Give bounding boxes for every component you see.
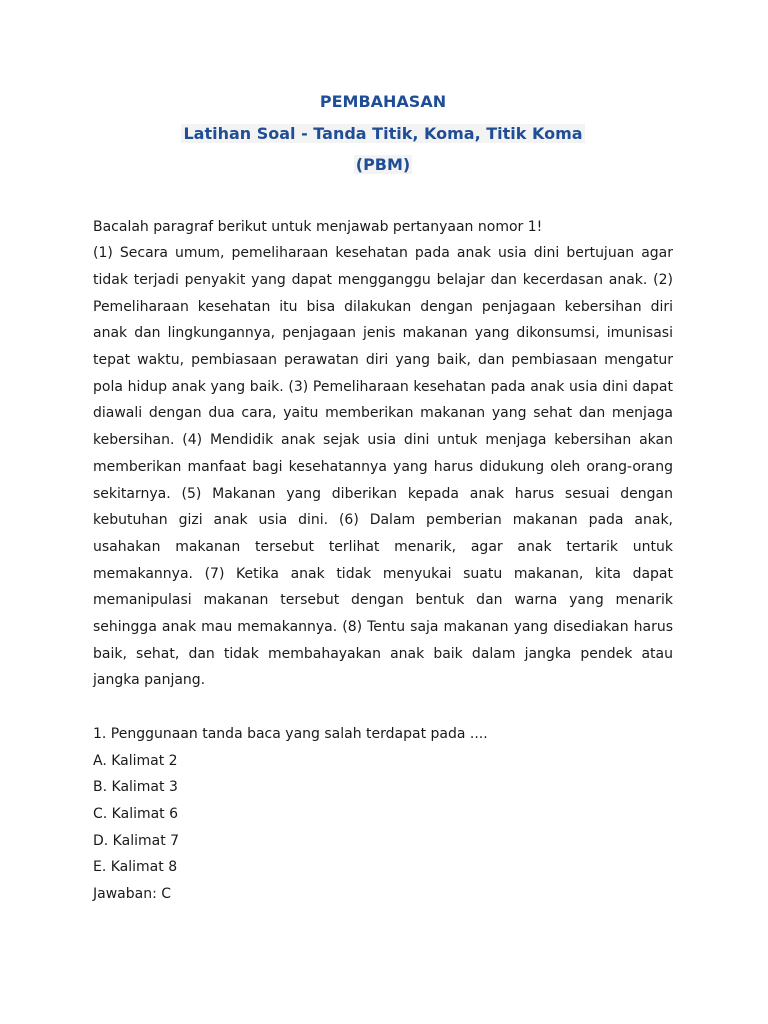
option-d: D. Kalimat 7 <box>93 832 180 849</box>
passage-instruction: Bacalah paragraf berikut untuk menjawab pertanyaan nomor 1! <box>93 218 543 235</box>
passage-text: (1) Secara umum, pemeliharaan kesehatan pada anak usia dini bertujuan agar tidak terjadi penyakit yang dapat mengganggu belajar dan kecerdasan anak. (2) Pemeliharaan kesehatan itu bisa dilakukan dengan penjagaan kebersihan diri anak dan lingkungannya, penjagaan jenis makanan yang dikonsumsi, imunisasi tepat waktu, pembiasaan perawatan diri yang baik, dan pembiasaan mengatur pola hidup anak yang baik. (3) Pemeliharaan kesehatan pada anak usia dini dapat diawali dengan dua cara, yaitu memberikan makanan yang sehat dan menjaga kebersihan. (4) Mendidik anak sejak usia dini untuk menjaga kebersihan akan memberikan manfaat bagi kesehatannya yang harus didukung oleh orang-orang sekitarnya. (5) Makanan yang diberikan kepada anak harus sesuai dengan kebutuhan gizi anak usia dini. (6) Dalam pemberian makanan pada anak, usahakan makanan tersebut terlihat menarik, agar anak tertarik untuk memakannya. (7) Ketika anak tidak menyukai suatu makanan, kita dapat memanipulasi makanan tersebut dengan bentuk dan warna yang menarik sehingga anak mau memakannya. (8) Tentu saja makanan yang disediakan harus baik, sehat, dan tidak membahayakan anak baik dalam jangka pendek atau jangka panjang. <box>93 245 673 689</box>
answer-text: Jawaban: C <box>93 886 172 903</box>
question-prompt: 1. Penggunaan tanda baca yang salah terdapat pada .... <box>93 725 488 742</box>
question-block <box>93 721 673 908</box>
option-b: B. Kalimat 3 <box>93 779 178 796</box>
passage <box>93 214 673 695</box>
doc-subtitle: Latihan Soal - Tanda Titik, Koma, Titik Koma <box>183 123 583 143</box>
title-block <box>93 86 673 181</box>
option-list <box>93 748 673 882</box>
option-a: A. Kalimat 2 <box>93 752 178 769</box>
option-e: E. Kalimat 8 <box>93 859 178 876</box>
option-c: C. Kalimat 6 <box>93 805 179 822</box>
doc-title: PEMBAHASAN <box>319 92 447 111</box>
doc-tag: (PBM) <box>355 155 411 174</box>
